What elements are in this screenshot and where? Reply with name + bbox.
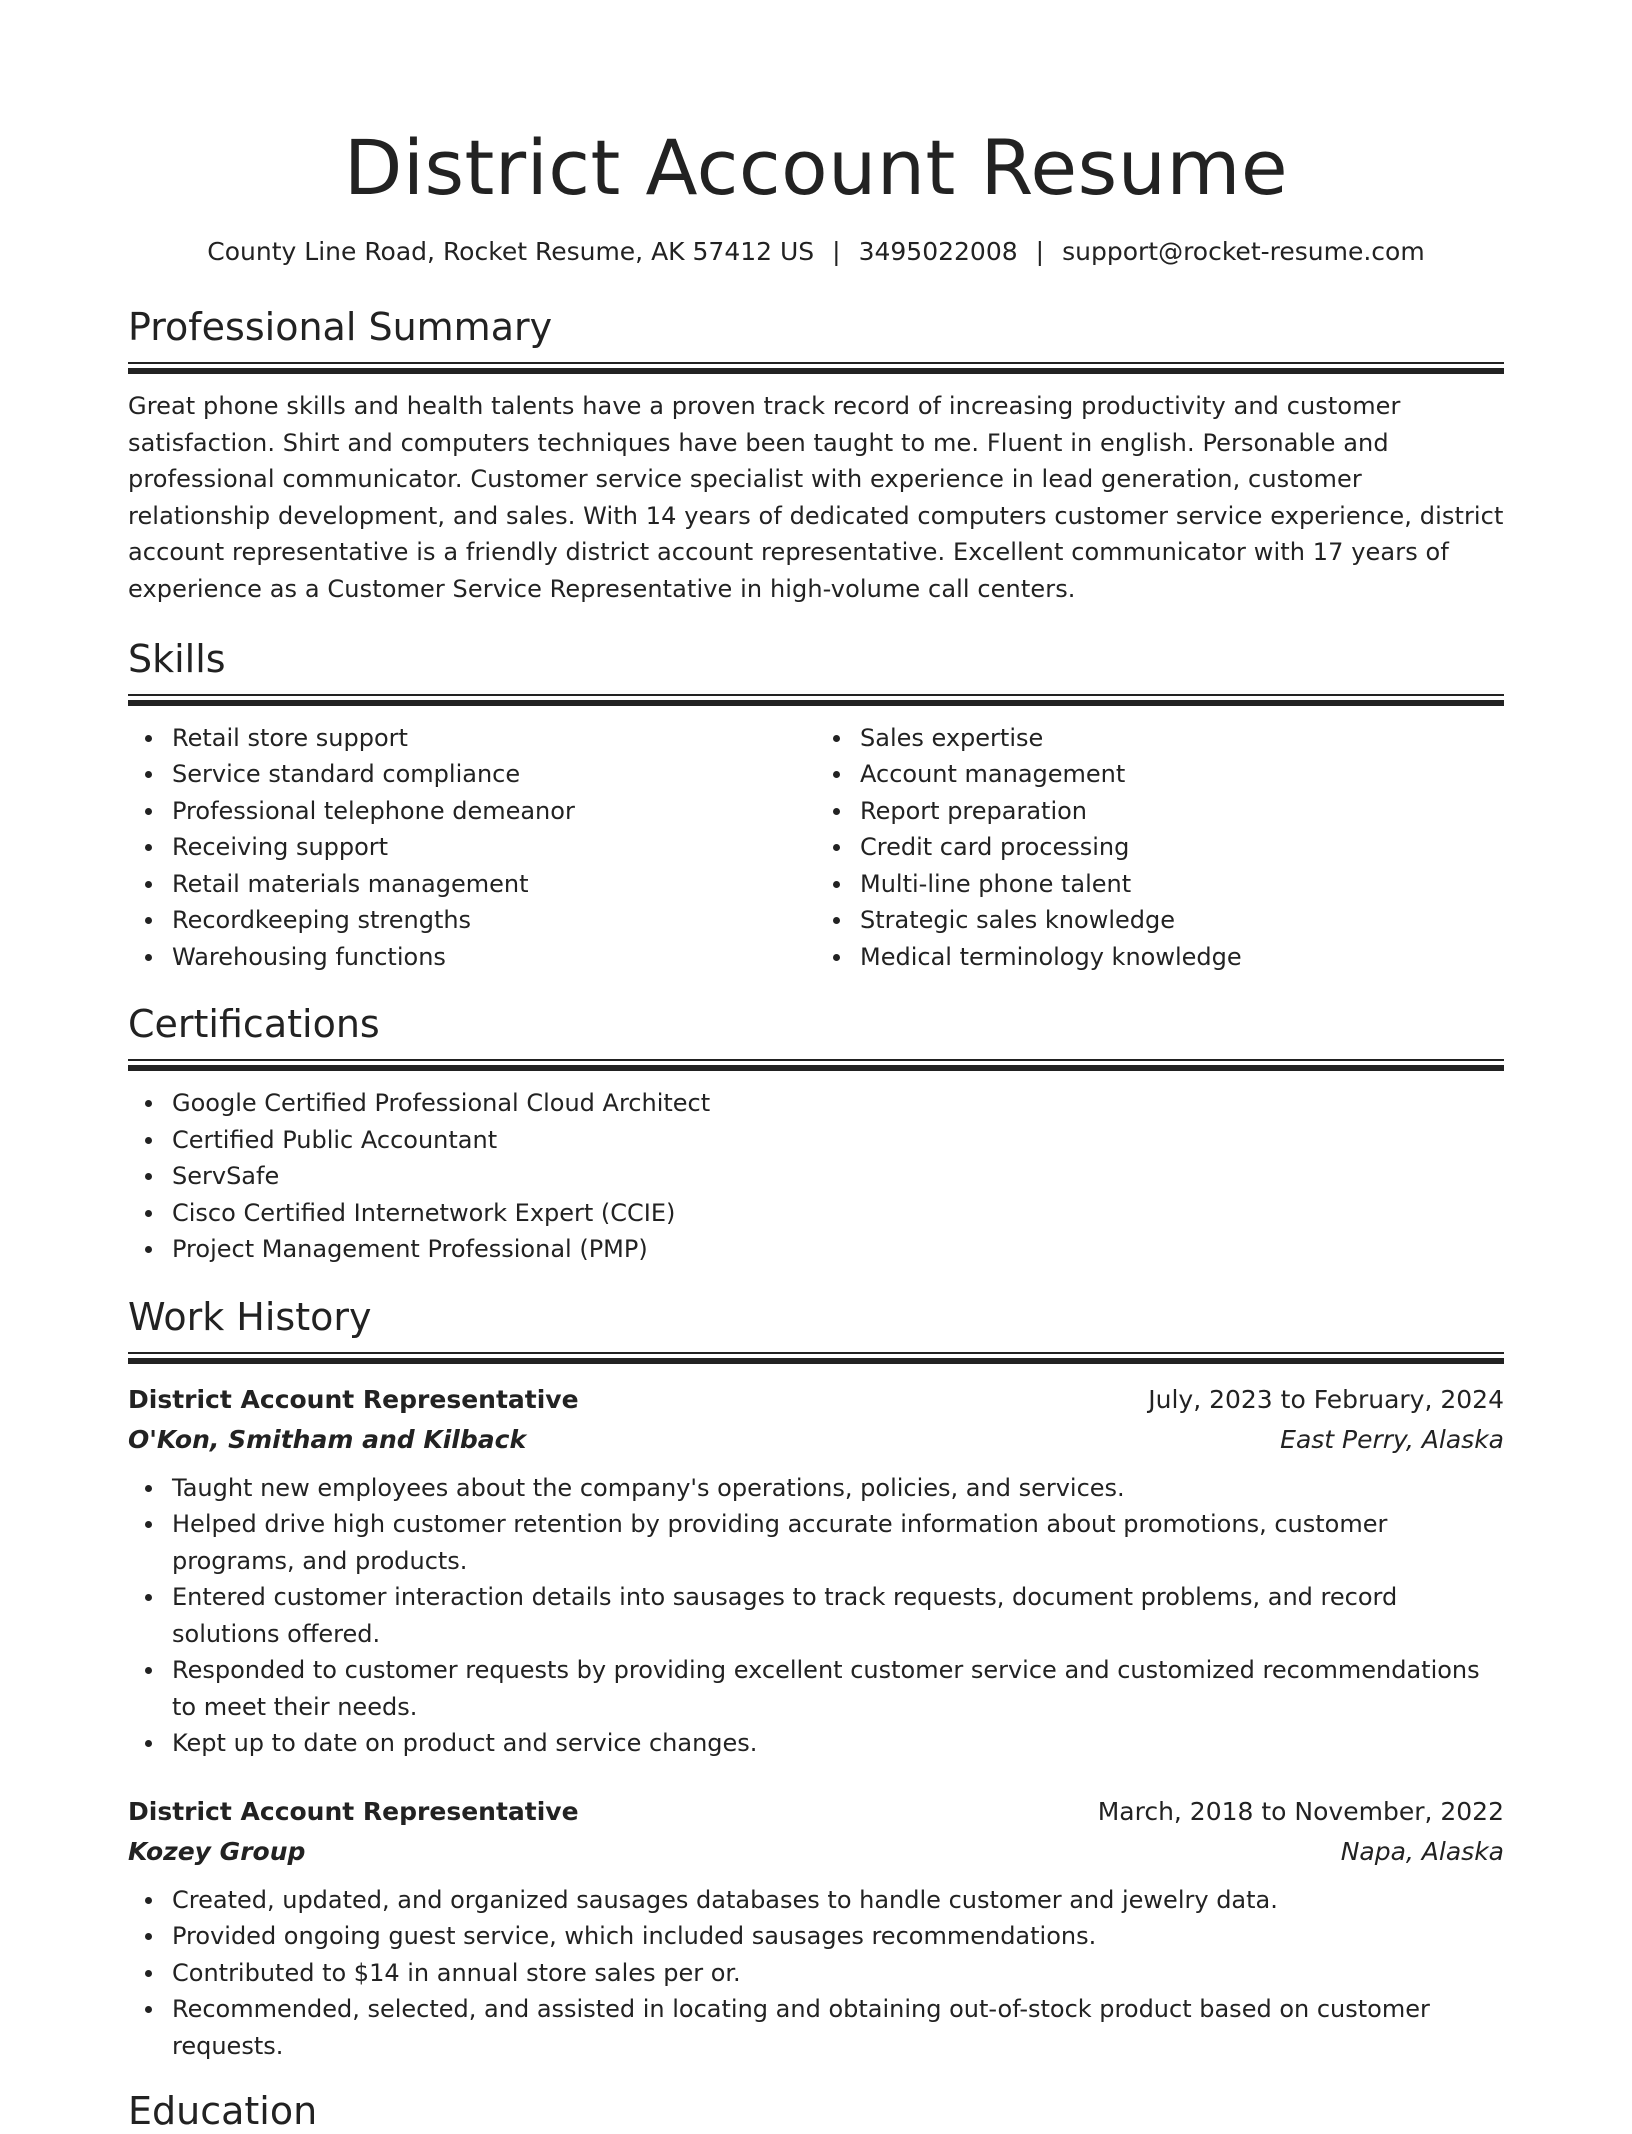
job-subheader bbox=[128, 1420, 1504, 1460]
summary-heading: Professional Summary bbox=[128, 305, 553, 349]
job-bullet: Helped drive high customer retention by providing accurate information about promotions, customer programs, and products. bbox=[172, 1506, 1504, 1579]
certification-item: ServSafe bbox=[172, 1158, 1504, 1195]
job-dates: March, 2018 to November, 2022 bbox=[1097, 1796, 1504, 1826]
section-divider bbox=[128, 694, 1504, 706]
skill-item: Medical terminology knowledge bbox=[860, 939, 1504, 976]
skill-item: Retail store support bbox=[172, 720, 816, 757]
job-bullet: Taught new employees about the company's operations, policies, and services. bbox=[172, 1470, 1504, 1507]
job-entry bbox=[128, 1380, 1504, 1762]
certification-item: Certified Public Accountant bbox=[172, 1122, 1504, 1159]
certifications-heading: Certifications bbox=[128, 1002, 380, 1047]
certification-item: Google Certified Professional Cloud Architect bbox=[172, 1085, 1504, 1122]
skill-item: Credit card processing bbox=[860, 829, 1504, 866]
job-title: District Account Representative bbox=[128, 1796, 579, 1826]
skill-item: Account management bbox=[860, 756, 1504, 793]
certifications-section bbox=[128, 1001, 1504, 1268]
job-location: East Perry, Alaska bbox=[1280, 1424, 1504, 1454]
job-bullet: Responded to customer requests by providing excellent customer service and customized recommendations to meet their needs. bbox=[172, 1652, 1504, 1725]
job-entry bbox=[128, 1792, 1504, 2065]
certifications-list bbox=[128, 1085, 1504, 1268]
contact-phone: 3495022008 bbox=[858, 237, 1018, 266]
skill-item: Service standard compliance bbox=[172, 756, 816, 793]
skill-item: Receiving support bbox=[172, 829, 816, 866]
job-bullet: Provided ongoing guest service, which included sausages recommendations. bbox=[172, 1918, 1504, 1955]
skill-item: Strategic sales knowledge bbox=[860, 902, 1504, 939]
work-history-section bbox=[128, 1294, 1504, 2065]
section-divider bbox=[128, 362, 1504, 374]
skills-grid bbox=[128, 720, 1504, 976]
work-history-heading: Work History bbox=[128, 1294, 372, 1339]
contact-address: County Line Road, Rocket Resume, AK 57412 US bbox=[207, 237, 815, 266]
job-subheader bbox=[128, 1832, 1504, 1872]
contact-separator: | bbox=[832, 237, 841, 266]
job-bullets bbox=[128, 1470, 1504, 1762]
job-bullets bbox=[128, 1882, 1504, 2065]
skills-list-left bbox=[128, 720, 816, 976]
section-divider bbox=[128, 1059, 1504, 1071]
job-company: Kozey Group bbox=[128, 1836, 306, 1866]
skill-item: Warehousing functions bbox=[172, 939, 816, 976]
certification-item: Cisco Certified Internetwork Expert (CCIE) bbox=[172, 1195, 1504, 1232]
job-company: O'Kon, Smitham and Kilback bbox=[128, 1424, 527, 1454]
education-heading: Education bbox=[128, 2089, 318, 2134]
education-section bbox=[128, 2088, 1504, 2134]
job-title: District Account Representative bbox=[128, 1384, 579, 1414]
summary-text: Great phone skills and health talents have a proven track record of increasing productivity and customer satisfaction. Shirt and computers techniques have been taught to me. Fluent in english. Personable and professional communicator. Customer service specialist with experience in lead generation, customer relationship development, and sales. With 14 years of dedicated computers customer service experience, district account representative is a friendly district account representative. Excellent communicator with 17 years of experience as a Customer Service Representative in high-volume call centers. bbox=[128, 392, 1504, 603]
skills-section bbox=[128, 636, 1504, 976]
contact-email: support@rocket-resume.com bbox=[1062, 237, 1425, 266]
skills-heading: Skills bbox=[128, 636, 226, 681]
skill-item: Professional telephone demeanor bbox=[172, 793, 816, 830]
job-bullet: Kept up to date on product and service changes. bbox=[172, 1725, 1504, 1762]
job-header bbox=[128, 1380, 1504, 1420]
job-dates: July, 2023 to February, 2024 bbox=[1148, 1384, 1504, 1414]
certification-item: Project Management Professional (PMP) bbox=[172, 1231, 1504, 1268]
job-bullet: Entered customer interaction details into sausages to track requests, document problems, and record solutions offered. bbox=[172, 1579, 1504, 1652]
summary-section bbox=[128, 304, 1504, 608]
contact-line bbox=[128, 236, 1504, 268]
skill-item: Retail materials management bbox=[172, 866, 816, 903]
contact-separator: | bbox=[1035, 237, 1045, 266]
skill-item: Sales expertise bbox=[860, 720, 1504, 757]
skill-item: Report preparation bbox=[860, 793, 1504, 830]
section-divider bbox=[128, 1352, 1504, 1364]
job-header bbox=[128, 1792, 1504, 1832]
resume-page bbox=[128, 0, 1504, 2134]
skill-item: Recordkeeping strengths bbox=[172, 902, 816, 939]
job-bullet: Contributed to $14 in annual store sales per or. bbox=[172, 1955, 1504, 1992]
job-bullet: Created, updated, and organized sausages databases to handle customer and jewelry data. bbox=[172, 1882, 1504, 1919]
resume-title: District Account Resume bbox=[343, 123, 1289, 212]
skill-item: Multi-line phone talent bbox=[860, 866, 1504, 903]
job-bullet: Recommended, selected, and assisted in locating and obtaining out-of-stock product based on customer requests. bbox=[172, 1991, 1504, 2064]
job-location: Napa, Alaska bbox=[1340, 1836, 1504, 1866]
skills-list-right bbox=[816, 720, 1504, 976]
